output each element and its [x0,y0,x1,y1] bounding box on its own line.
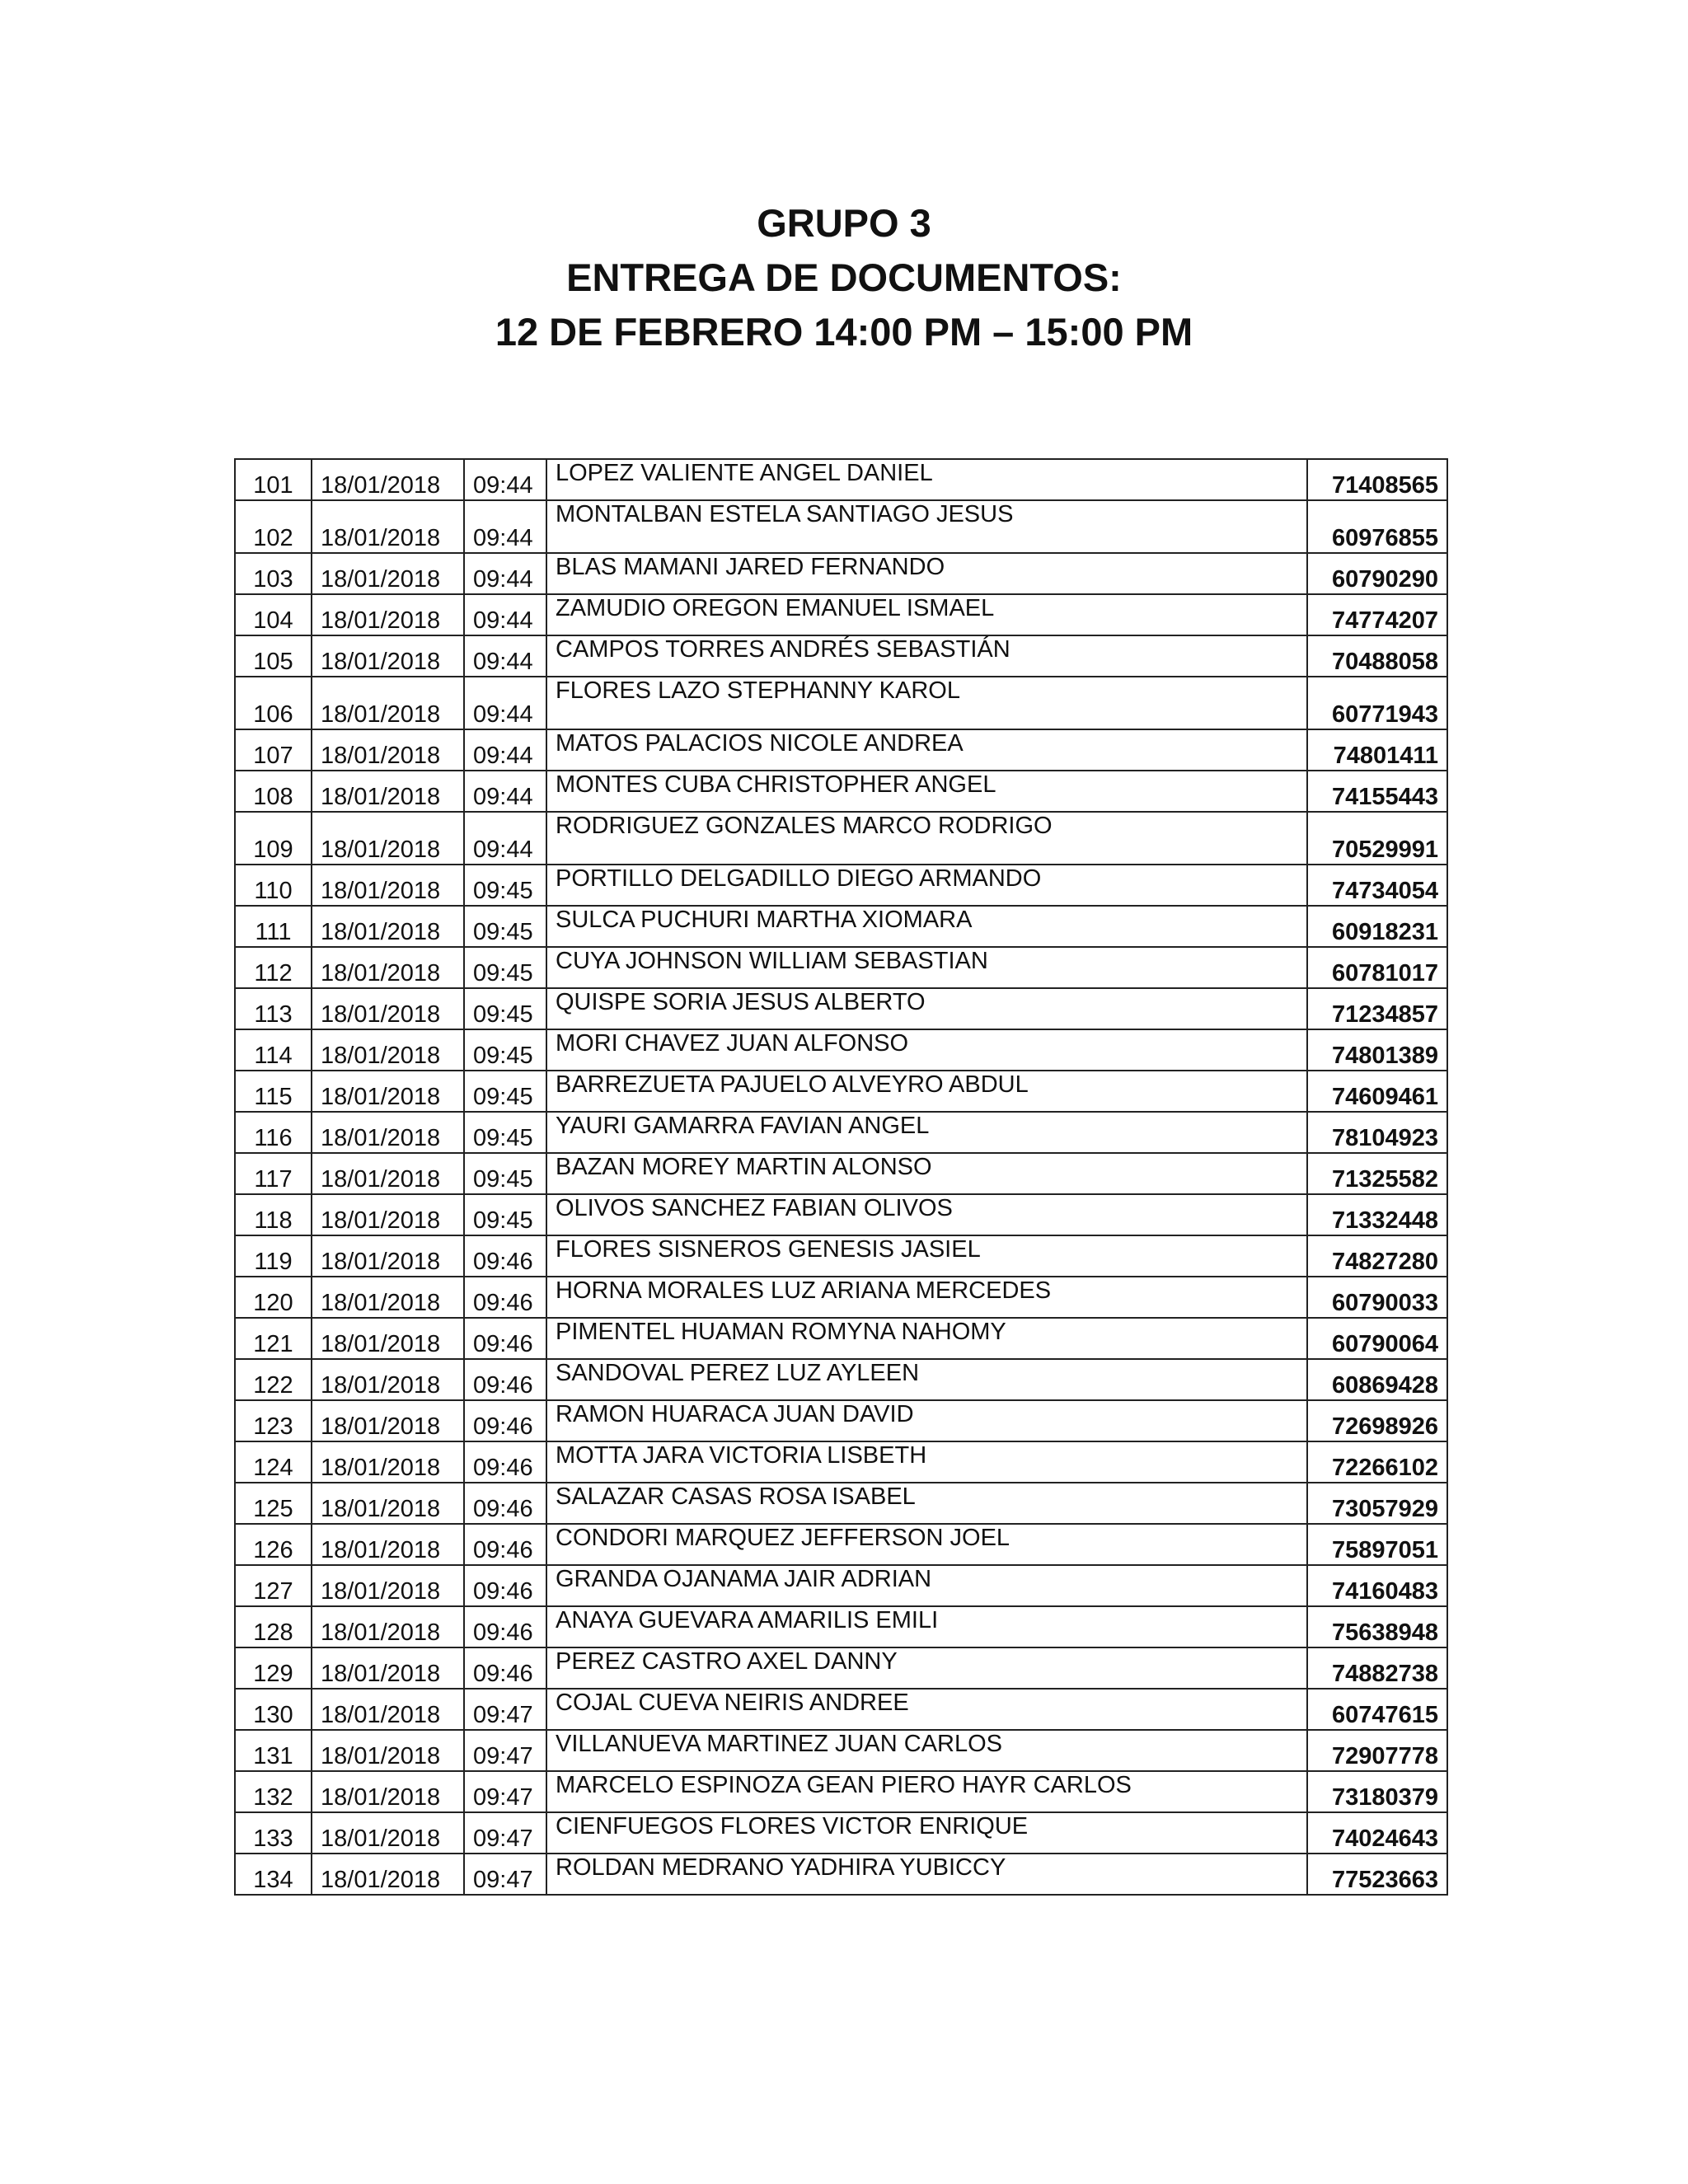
row-time: 09:45 [464,1071,546,1112]
table-row [235,1153,1447,1194]
row-time: 09:47 [464,1771,546,1812]
row-document-id: 72266102 [1307,1441,1447,1483]
row-number: 116 [235,1112,312,1153]
row-number: 111 [235,906,312,947]
table-row [235,1689,1447,1730]
table-row [235,635,1447,677]
row-date: 18/01/2018 [312,1565,464,1606]
row-full-name: CUYA JOHNSON WILLIAM SEBASTIAN [546,947,1307,988]
row-number: 123 [235,1400,312,1441]
row-document-id: 60790033 [1307,1277,1447,1318]
table-row [235,1112,1447,1153]
row-number: 128 [235,1606,312,1647]
row-time: 09:44 [464,729,546,771]
row-number: 117 [235,1153,312,1194]
row-number: 133 [235,1812,312,1854]
table-row [235,1441,1447,1483]
row-date: 18/01/2018 [312,1153,464,1194]
row-number: 125 [235,1483,312,1524]
row-number: 129 [235,1647,312,1689]
table-row [235,1524,1447,1565]
row-date: 18/01/2018 [312,1647,464,1689]
row-time: 09:45 [464,988,546,1029]
row-time: 09:46 [464,1318,546,1359]
table-row [235,677,1447,729]
row-full-name: CIENFUEGOS FLORES VICTOR ENRIQUE [546,1812,1307,1854]
row-document-id: 74734054 [1307,865,1447,906]
row-number: 112 [235,947,312,988]
row-time: 09:47 [464,1730,546,1771]
row-time: 09:44 [464,771,546,812]
group-title: GRUPO 3 [757,201,931,245]
row-time: 09:44 [464,635,546,677]
row-full-name: YAURI GAMARRA FAVIAN ANGEL [546,1112,1307,1153]
document-heading [0,196,1688,359]
row-document-id: 71408565 [1307,459,1447,500]
row-full-name: SANDOVAL PEREZ LUZ AYLEEN [546,1359,1307,1400]
row-number: 119 [235,1235,312,1277]
row-number: 120 [235,1277,312,1318]
table-row [235,1359,1447,1400]
row-time: 09:45 [464,906,546,947]
row-number: 104 [235,594,312,635]
row-document-id: 74882738 [1307,1647,1447,1689]
table-row [235,553,1447,594]
row-time: 09:46 [464,1400,546,1441]
row-document-id: 71234857 [1307,988,1447,1029]
row-time: 09:44 [464,677,546,729]
row-full-name: MATOS PALACIOS NICOLE ANDREA [546,729,1307,771]
row-date: 18/01/2018 [312,459,464,500]
row-number: 121 [235,1318,312,1359]
delivery-title: ENTREGA DE DOCUMENTOS: [566,255,1122,299]
row-full-name: COJAL CUEVA NEIRIS ANDREE [546,1689,1307,1730]
table-row [235,1071,1447,1112]
row-number: 107 [235,729,312,771]
row-document-id: 60790290 [1307,553,1447,594]
row-document-id: 74609461 [1307,1071,1447,1112]
table-row [235,1730,1447,1771]
row-time: 09:46 [464,1441,546,1483]
row-date: 18/01/2018 [312,1854,464,1895]
row-time: 09:44 [464,594,546,635]
row-document-id: 60747615 [1307,1689,1447,1730]
row-time: 09:46 [464,1235,546,1277]
row-date: 18/01/2018 [312,594,464,635]
row-date: 18/01/2018 [312,947,464,988]
row-document-id: 71332448 [1307,1194,1447,1235]
row-date: 18/01/2018 [312,729,464,771]
registration-rows [235,459,1447,1895]
row-document-id: 74801389 [1307,1029,1447,1071]
table-row [235,865,1447,906]
row-date: 18/01/2018 [312,553,464,594]
table-row [235,1029,1447,1071]
row-date: 18/01/2018 [312,1689,464,1730]
row-document-id: 73057929 [1307,1483,1447,1524]
table-row [235,1647,1447,1689]
row-time: 09:45 [464,1153,546,1194]
row-full-name: RAMON HUARACA JUAN DAVID [546,1400,1307,1441]
row-date: 18/01/2018 [312,1441,464,1483]
table-row [235,1812,1447,1854]
row-date: 18/01/2018 [312,1730,464,1771]
row-full-name: MORI CHAVEZ JUAN ALFONSO [546,1029,1307,1071]
row-document-id: 74801411 [1307,729,1447,771]
row-full-name: CAMPOS TORRES ANDRÉS SEBASTIÁN [546,635,1307,677]
row-document-id: 72907778 [1307,1730,1447,1771]
row-date: 18/01/2018 [312,1400,464,1441]
row-document-id: 72698926 [1307,1400,1447,1441]
row-document-id: 60781017 [1307,947,1447,988]
table-row [235,988,1447,1029]
row-date: 18/01/2018 [312,906,464,947]
row-number: 122 [235,1359,312,1400]
row-time: 09:46 [464,1565,546,1606]
row-document-id: 73180379 [1307,1771,1447,1812]
row-time: 09:44 [464,459,546,500]
row-number: 124 [235,1441,312,1483]
row-full-name: SULCA PUCHURI MARTHA XIOMARA [546,906,1307,947]
row-number: 108 [235,771,312,812]
row-time: 09:47 [464,1689,546,1730]
row-date: 18/01/2018 [312,1359,464,1400]
row-document-id: 74827280 [1307,1235,1447,1277]
row-number: 106 [235,677,312,729]
row-date: 18/01/2018 [312,677,464,729]
row-full-name: MONTES CUBA CHRISTOPHER ANGEL [546,771,1307,812]
row-document-id: 75897051 [1307,1524,1447,1565]
row-date: 18/01/2018 [312,1812,464,1854]
row-time: 09:44 [464,812,546,865]
row-time: 09:46 [464,1606,546,1647]
row-document-id: 74024643 [1307,1812,1447,1854]
row-full-name: RODRIGUEZ GONZALES MARCO RODRIGO [546,812,1307,865]
row-number: 130 [235,1689,312,1730]
row-full-name: ROLDAN MEDRANO YADHIRA YUBICCY [546,1854,1307,1895]
row-time: 09:44 [464,500,546,553]
table-row [235,1854,1447,1895]
row-number: 118 [235,1194,312,1235]
row-date: 18/01/2018 [312,1112,464,1153]
row-full-name: BARREZUETA PAJUELO ALVEYRO ABDUL [546,1071,1307,1112]
table-row [235,1483,1447,1524]
row-full-name: PORTILLO DELGADILLO DIEGO ARMANDO [546,865,1307,906]
row-time: 09:47 [464,1854,546,1895]
row-full-name: QUISPE SORIA JESUS ALBERTO [546,988,1307,1029]
row-number: 114 [235,1029,312,1071]
row-time: 09:44 [464,553,546,594]
row-date: 18/01/2018 [312,1606,464,1647]
table-row [235,1565,1447,1606]
row-number: 102 [235,500,312,553]
row-document-id: 74774207 [1307,594,1447,635]
row-full-name: VILLANUEVA MARTINEZ JUAN CARLOS [546,1730,1307,1771]
table-row [235,1771,1447,1812]
row-number: 132 [235,1771,312,1812]
row-full-name: PEREZ CASTRO AXEL DANNY [546,1647,1307,1689]
row-full-name: MARCELO ESPINOZA GEAN PIERO HAYR CARLOS [546,1771,1307,1812]
row-document-id: 60790064 [1307,1318,1447,1359]
row-number: 105 [235,635,312,677]
row-document-id: 60976855 [1307,500,1447,553]
row-time: 09:46 [464,1524,546,1565]
row-full-name: PIMENTEL HUAMAN ROMYNA NAHOMY [546,1318,1307,1359]
row-time: 09:47 [464,1812,546,1854]
row-date: 18/01/2018 [312,500,464,553]
row-full-name: HORNA MORALES LUZ ARIANA MERCEDES [546,1277,1307,1318]
row-document-id: 60869428 [1307,1359,1447,1400]
row-full-name: LOPEZ VALIENTE ANGEL DANIEL [546,459,1307,500]
row-document-id: 77523663 [1307,1854,1447,1895]
table-row [235,1235,1447,1277]
table-row [235,1277,1447,1318]
row-date: 18/01/2018 [312,812,464,865]
row-number: 109 [235,812,312,865]
row-full-name: OLIVOS SANCHEZ FABIAN OLIVOS [546,1194,1307,1235]
table-row [235,947,1447,988]
row-full-name: MONTALBAN ESTELA SANTIAGO JESUS [546,500,1307,553]
row-document-id: 78104923 [1307,1112,1447,1153]
table-row [235,1194,1447,1235]
row-date: 18/01/2018 [312,635,464,677]
table-row [235,1400,1447,1441]
row-time: 09:45 [464,947,546,988]
row-full-name: BAZAN MOREY MARTIN ALONSO [546,1153,1307,1194]
row-document-id: 60771943 [1307,677,1447,729]
row-number: 126 [235,1524,312,1565]
delivery-schedule: 12 DE FEBRERO 14:00 PM – 15:00 PM [495,310,1193,354]
row-date: 18/01/2018 [312,771,464,812]
row-time: 09:45 [464,1194,546,1235]
row-date: 18/01/2018 [312,988,464,1029]
row-number: 101 [235,459,312,500]
registration-table [234,458,1448,1896]
row-date: 18/01/2018 [312,1194,464,1235]
row-document-id: 75638948 [1307,1606,1447,1647]
table-row [235,906,1447,947]
table-row [235,1318,1447,1359]
row-date: 18/01/2018 [312,1483,464,1524]
row-number: 103 [235,553,312,594]
table-row [235,1606,1447,1647]
row-date: 18/01/2018 [312,1235,464,1277]
row-full-name: ZAMUDIO OREGON EMANUEL ISMAEL [546,594,1307,635]
row-full-name: GRANDA OJANAMA JAIR ADRIAN [546,1565,1307,1606]
row-full-name: FLORES LAZO STEPHANNY KAROL [546,677,1307,729]
row-date: 18/01/2018 [312,1524,464,1565]
table-row [235,729,1447,771]
row-date: 18/01/2018 [312,1029,464,1071]
row-full-name: ANAYA GUEVARA AMARILIS EMILI [546,1606,1307,1647]
row-full-name: BLAS MAMANI JARED FERNANDO [546,553,1307,594]
row-document-id: 74155443 [1307,771,1447,812]
row-time: 09:45 [464,1029,546,1071]
row-date: 18/01/2018 [312,1071,464,1112]
row-time: 09:45 [464,1112,546,1153]
row-time: 09:46 [464,1359,546,1400]
table-row [235,500,1447,553]
row-document-id: 74160483 [1307,1565,1447,1606]
table-row [235,459,1447,500]
row-number: 127 [235,1565,312,1606]
row-full-name: CONDORI MARQUEZ JEFFERSON JOEL [546,1524,1307,1565]
row-date: 18/01/2018 [312,1771,464,1812]
row-full-name: MOTTA JARA VICTORIA LISBETH [546,1441,1307,1483]
table-row [235,812,1447,865]
row-document-id: 70529991 [1307,812,1447,865]
row-document-id: 71325582 [1307,1153,1447,1194]
row-number: 113 [235,988,312,1029]
row-number: 134 [235,1854,312,1895]
row-date: 18/01/2018 [312,865,464,906]
row-full-name: FLORES SISNEROS GENESIS JASIEL [546,1235,1307,1277]
row-number: 115 [235,1071,312,1112]
row-date: 18/01/2018 [312,1318,464,1359]
row-document-id: 70488058 [1307,635,1447,677]
row-full-name: SALAZAR CASAS ROSA ISABEL [546,1483,1307,1524]
row-time: 09:45 [464,865,546,906]
row-time: 09:46 [464,1647,546,1689]
row-time: 09:46 [464,1277,546,1318]
row-document-id: 60918231 [1307,906,1447,947]
row-date: 18/01/2018 [312,1277,464,1318]
row-number: 131 [235,1730,312,1771]
table-row [235,771,1447,812]
row-time: 09:46 [464,1483,546,1524]
row-number: 110 [235,865,312,906]
table-row [235,594,1447,635]
